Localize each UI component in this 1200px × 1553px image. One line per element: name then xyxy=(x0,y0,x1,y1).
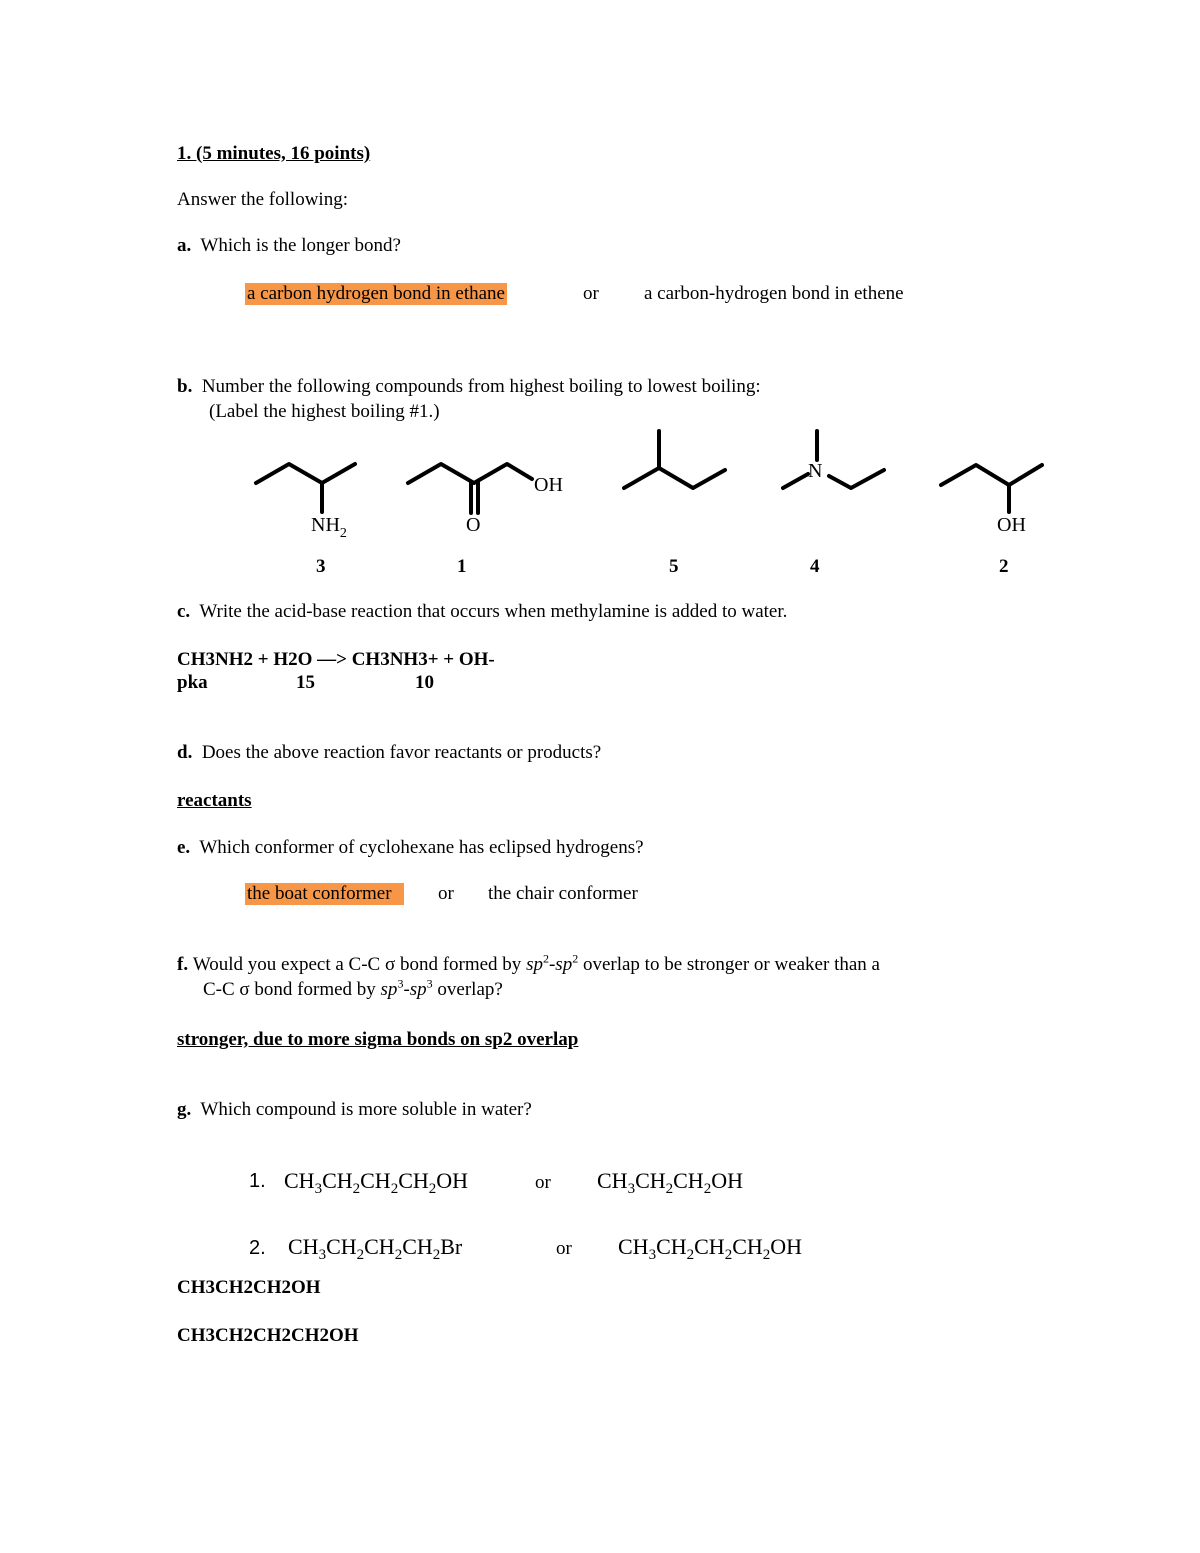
compound-amine-skeleton xyxy=(256,464,355,483)
part-g-pair2-or: or xyxy=(556,1238,572,1259)
part-c-text: Write the acid-base reaction that occurs when methylamine is added to water. xyxy=(199,601,788,622)
part-g-pair1-or: or xyxy=(535,1172,551,1193)
part-a-or: or xyxy=(583,283,599,304)
part-e-prompt xyxy=(177,837,644,859)
rank-tertiary-amine: 4 xyxy=(810,556,820,577)
part-e-or: or xyxy=(438,883,454,904)
part-a-choice-ethane-highlighted: a carbon hydrogen bond in ethane xyxy=(247,283,505,304)
part-g-pair1-number: 1. xyxy=(249,1170,266,1192)
ketone-o-label: O xyxy=(466,514,481,536)
rank-alcohol: 2 xyxy=(999,556,1009,577)
part-c-reaction: CH3NH2 + H2O —> CH3NH3+ + OH- xyxy=(177,649,495,670)
rank-alkane: 5 xyxy=(669,556,679,577)
part-g-pair2-number: 2. xyxy=(249,1237,266,1259)
part-a-text: Which is the longer bond? xyxy=(200,235,401,256)
part-e-choice-boat-highlighted: the boat conformer xyxy=(245,883,404,905)
part-d-answer: reactants xyxy=(177,790,252,811)
alcohol-oh-label: OH xyxy=(997,514,1026,536)
compound-tertiary-amine-skeleton xyxy=(783,474,808,488)
part-b-letter: b. xyxy=(177,376,193,397)
ketone-oh-label: OH xyxy=(534,474,563,496)
part-g-pair1-butanol: $CH_3CH_2CH_2CH_2OH$ xyxy=(284,1168,469,1197)
part-a-choice-ethene: a carbon-hydrogen bond in ethene xyxy=(644,283,904,304)
part-g-text: Which compound is more soluble in water? xyxy=(200,1099,532,1120)
compound-ketone-skeleton xyxy=(408,464,532,483)
part-g-answer-2: CH3CH2CH2CH2OH xyxy=(177,1325,359,1346)
part-d-prompt xyxy=(177,742,601,764)
part-c-prompt xyxy=(177,601,787,623)
part-f-letter: f. xyxy=(177,954,189,975)
part-a-letter: a. xyxy=(177,235,192,256)
part-c-letter: c. xyxy=(177,601,191,622)
compound-structures xyxy=(0,0,1200,600)
part-g-pair2-bromobutane: $CH_3CH_2CH_2CH_2Br$ xyxy=(288,1234,463,1263)
part-g-pair2-butanol: $CH_3CH_2CH_2CH_2OH$ xyxy=(618,1234,803,1263)
part-b-subprompt: (Label the highest boiling #1.) xyxy=(209,401,440,422)
rank-amine: 3 xyxy=(316,556,326,577)
part-g-prompt xyxy=(177,1099,532,1121)
part-d-text: Does the above reaction favor reactants or products? xyxy=(201,742,602,763)
part-c-pka-1: 15 xyxy=(296,672,315,693)
part-e-choice-chair: the chair conformer xyxy=(488,883,638,904)
part-c-pka-2: 10 xyxy=(415,672,434,693)
part-f-answer: stronger, due to more sigma bonds on sp2 overlap xyxy=(177,1029,579,1050)
rank-ketone: 1 xyxy=(457,556,467,577)
part-e-letter: e. xyxy=(177,837,191,858)
amine-label: $NH_2$ xyxy=(311,514,347,541)
part-g-letter: g. xyxy=(177,1099,192,1120)
part-f-prompt-line2: C-C σ bond formed by $sp^3-sp^3$ overlap? xyxy=(203,976,503,1000)
compound-alkane-skeleton xyxy=(624,468,725,488)
question-intro: Answer the following: xyxy=(177,189,348,210)
question-header: 1. (5 minutes, 16 points) xyxy=(177,143,371,164)
part-g-pair1-propanol: $CH_3CH_2CH_2OH$ xyxy=(597,1168,743,1197)
part-f-prompt-line1: f. Would you expect a C-C σ bond formed by $sp^2-sp^2$ overlap to be stronger or weaker than a xyxy=(177,951,880,975)
part-d-letter: d. xyxy=(177,742,193,763)
part-c-pka-label: pka xyxy=(177,672,208,693)
tertiary-amine-n-label: N xyxy=(808,460,823,482)
compound-alcohol-skeleton xyxy=(941,465,1042,485)
part-b-text: Number the following compounds from highest boiling to lowest boiling: xyxy=(201,376,761,397)
part-g-answer-1: CH3CH2CH2OH xyxy=(177,1277,321,1298)
part-e-text: Which conformer of cyclohexane has eclipsed hydrogens? xyxy=(199,837,644,858)
